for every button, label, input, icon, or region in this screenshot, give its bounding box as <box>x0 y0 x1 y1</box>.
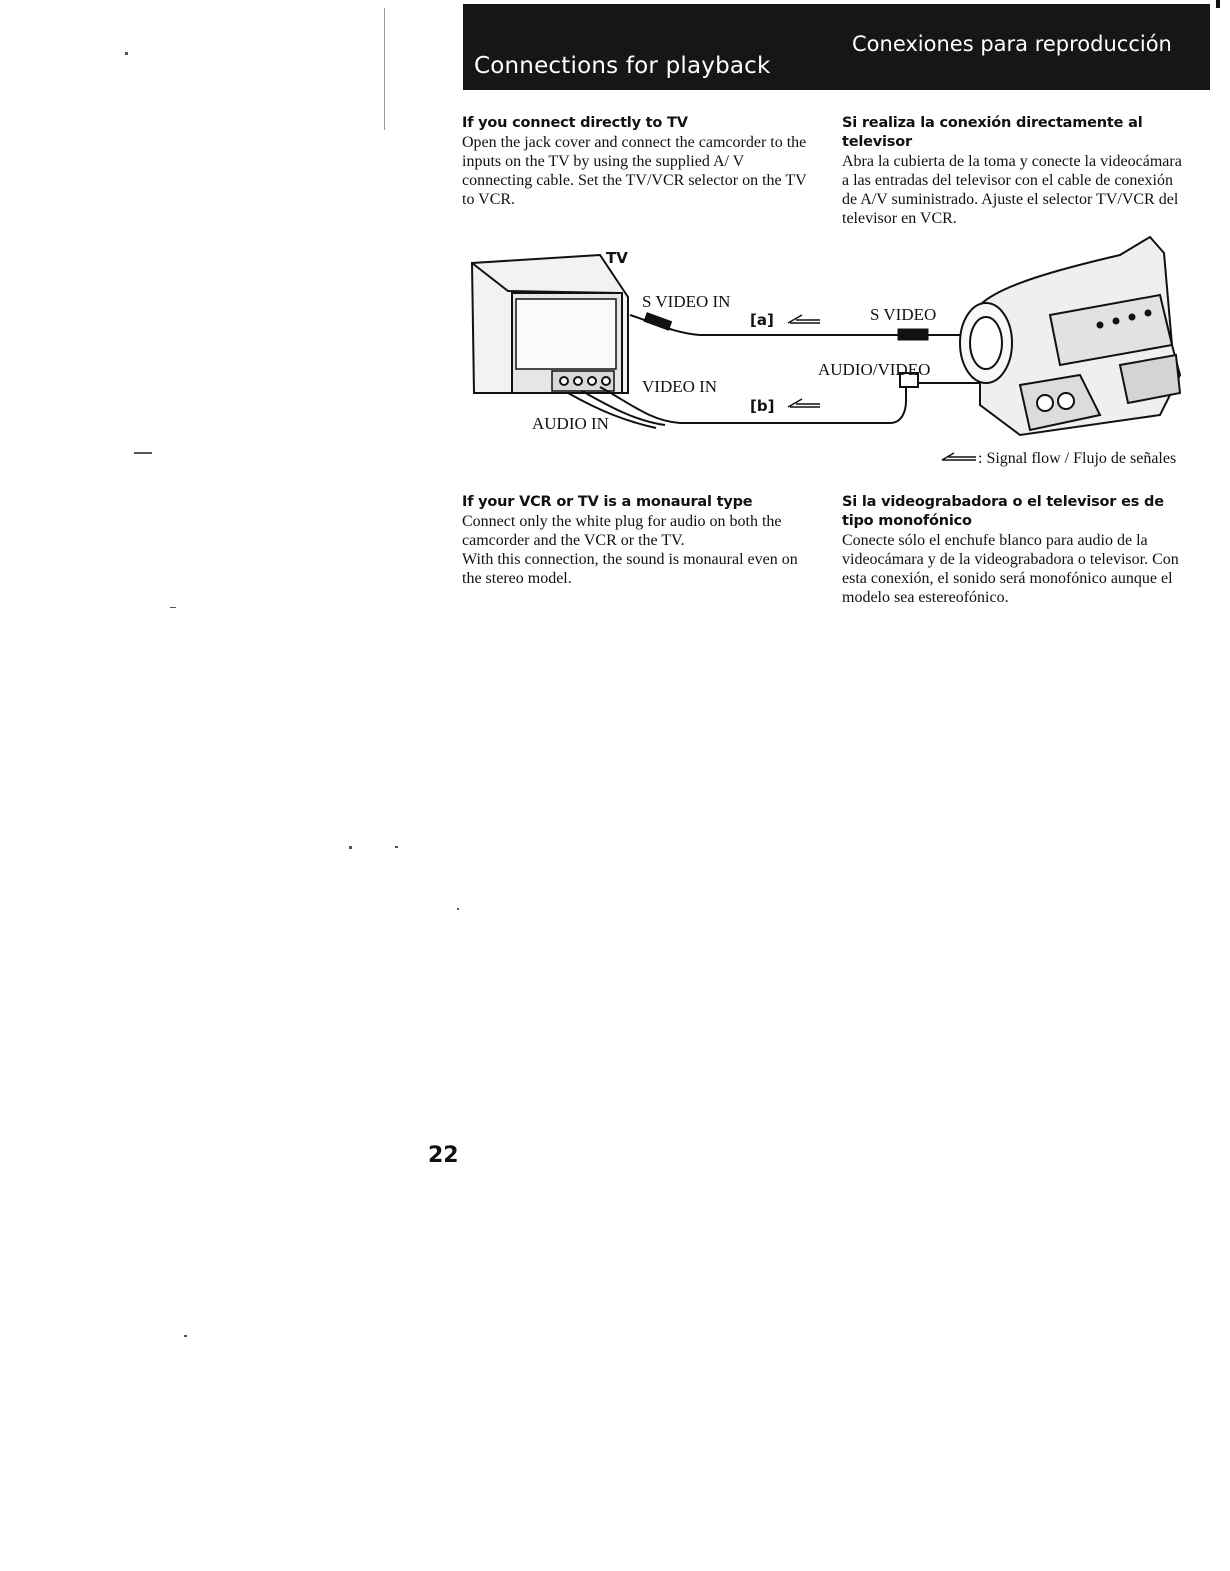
section-body: Open the jack cover and connect the camcorder to the inputs on the TV by using the supplied A/ V connecting cable. Set the TV/VCR selector on the TV to VCR. <box>462 134 807 208</box>
section-mono-en <box>462 493 817 588</box>
label-cable-a: [a] <box>750 311 774 329</box>
page-title-en: Connections for playback <box>474 53 771 79</box>
section-heading: Si realiza la conexión directamente al televisor <box>842 115 1143 150</box>
section-body: With this connection, the sound is monaural even on the stereo model. <box>462 551 798 587</box>
section-heading: If your VCR or TV is a monaural type <box>462 494 753 510</box>
page-title-es: Conexiones para reproducción <box>852 32 1172 56</box>
scan-speck <box>125 52 128 55</box>
section-heading: If you connect directly to TV <box>462 115 688 131</box>
scan-speck <box>349 846 352 849</box>
label-audio-video: AUDIO/VIDEO <box>818 360 931 379</box>
label-s-video: S VIDEO <box>870 305 937 324</box>
signal-flow-legend <box>940 450 1176 468</box>
signal-flow-text: : Signal flow / Flujo de señales <box>978 450 1177 467</box>
label-video-in: VIDEO IN <box>642 377 718 396</box>
section-tv-es <box>842 114 1192 228</box>
signal-flow-icon <box>940 450 978 468</box>
camcorder-illustration <box>960 237 1180 435</box>
scan-margin-line <box>384 8 385 130</box>
section-body: Abra la cubierta de la toma y conecte la videocámara a las entradas del televisor con el cable de conexión de A/V suministrado. Ajuste el selector TV/VCR del televisor en VCR. <box>842 153 1182 227</box>
scan-speck <box>1216 0 1220 8</box>
scan-speck <box>170 607 176 608</box>
label-s-video-in: S VIDEO IN <box>642 292 731 311</box>
scan-speck <box>184 1335 187 1337</box>
page-number: 22 <box>428 1143 459 1168</box>
scan-speck <box>395 846 398 848</box>
label-audio-in: AUDIO IN <box>532 414 609 433</box>
scan-speck <box>134 452 152 454</box>
label-tv: TV <box>606 249 628 267</box>
section-tv-en <box>462 114 817 209</box>
section-mono-es <box>842 493 1192 607</box>
signal-arrow-a <box>788 315 820 323</box>
scan-speck <box>457 908 459 910</box>
section-body: Connect only the white plug for audio on both the camcorder and the VCR or the TV. <box>462 513 782 549</box>
section-body: Conecte sólo el enchufe blanco para audio de la videocámara y de la videograbadora o televisor. Con esta conexión, el sonido será monofónico aunque el modelo sea estereofónico. <box>842 532 1179 606</box>
section-heading: Si la videograbadora o el televisor es de tipo monofónico <box>842 494 1164 529</box>
label-cable-b: [b] <box>750 397 775 415</box>
connection-diagram <box>460 225 1200 450</box>
connection-diagram-svg <box>460 225 1200 450</box>
signal-arrow-b <box>788 399 820 407</box>
tv-illustration <box>472 255 628 393</box>
